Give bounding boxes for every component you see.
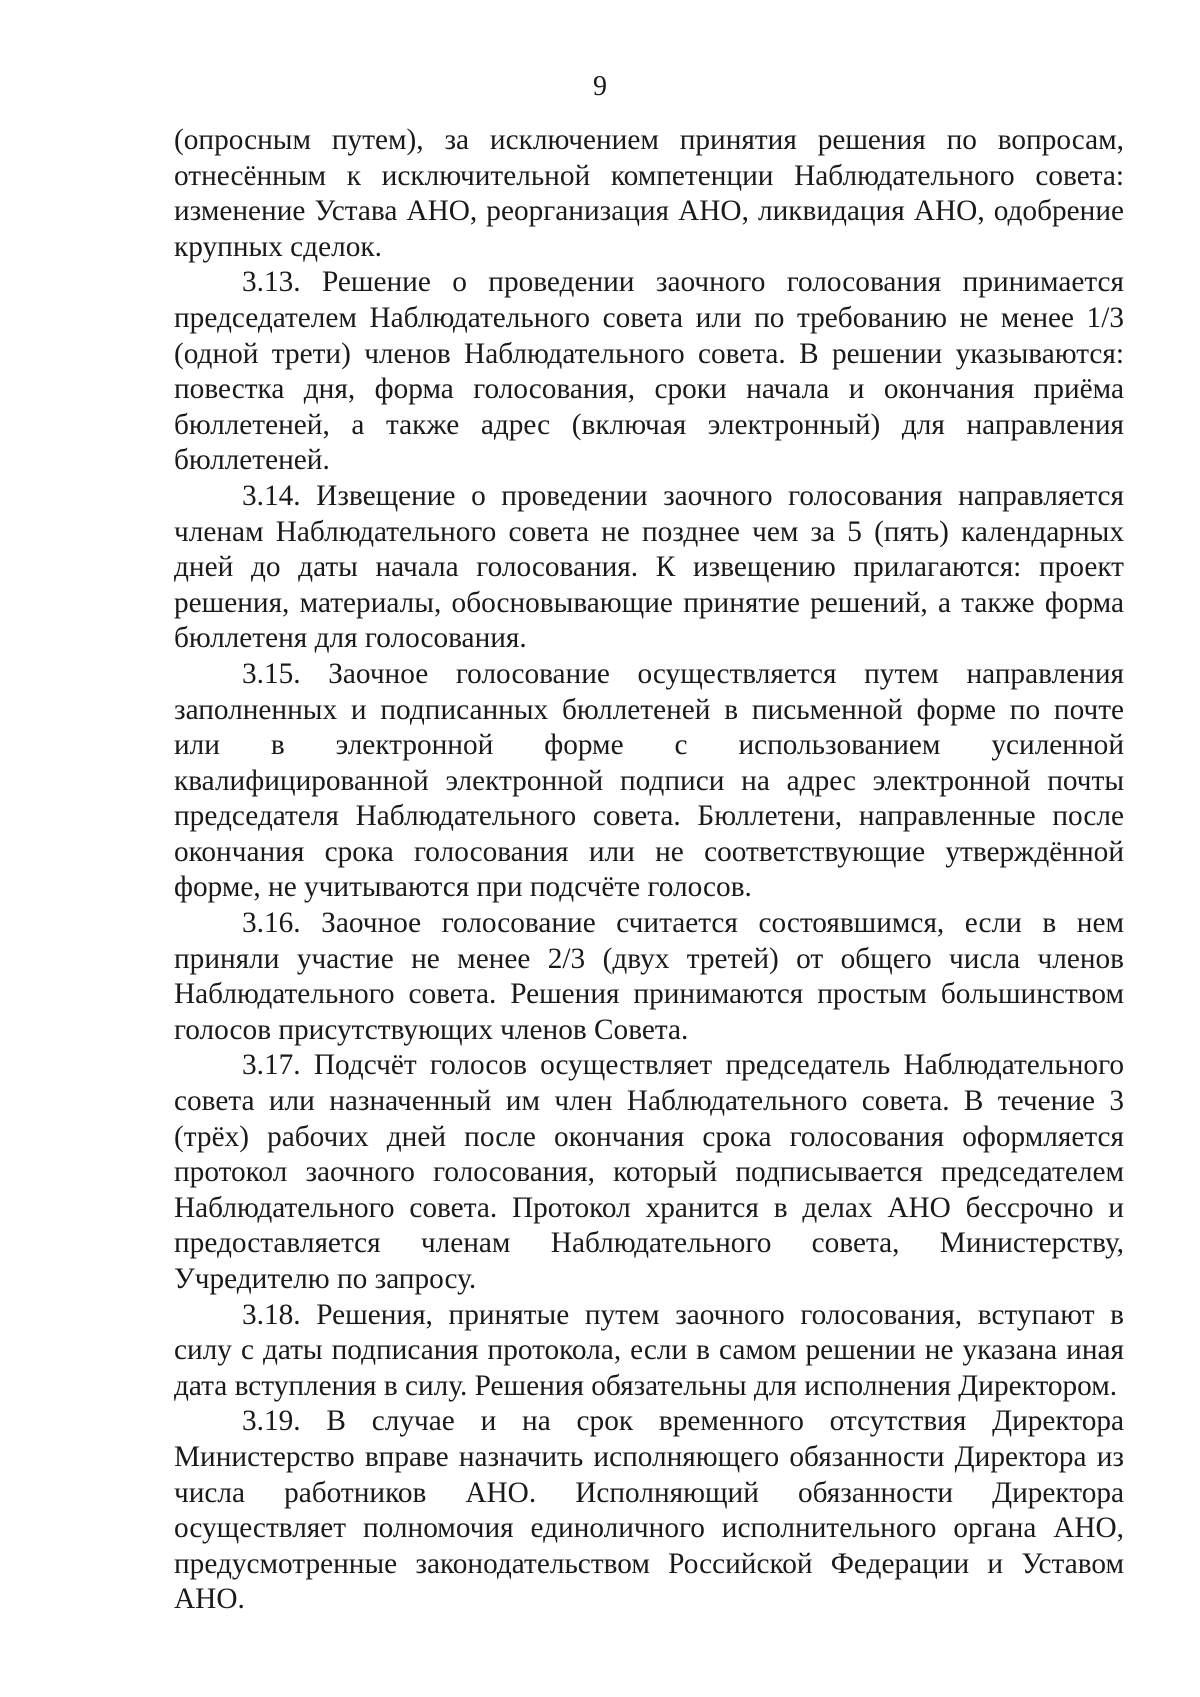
- paragraph-3-13: 3.13. Решение о проведении заочного голосования принимается председателем Наблюдательного совета или по требованию не менее 1/3 (одной трети) членов Наблюдательного совета. В решении указываются: повестка дня, форма голосования, сроки начала и окончания приёма бюллетеней, а также адрес (включая электронный) для направления бюллетеней.: [174, 266, 1124, 477]
- document-body: [174, 123, 1124, 1618]
- paragraph-continuation: (опросным путем), за исключением принятия решения по вопросам, отнесённым к исключительной компетенции Наблюдательного совета: изменение Устава АНО, реорганизация АНО, ликвидация АНО, одобрение крупных сделок.: [174, 124, 1124, 263]
- paragraph-3-17: 3.17. Подсчёт голосов осуществляет председатель Наблюдательного совета или назначенный им член Наблюдательного совета. В течение 3 (трёх) рабочих дней после окончания срока голосования оформляется протокол заочного голосования, который подписывается председателем Наблюдательного совета. Протокол хранится в делах АНО бессрочно и предоставляется членам Наблюдательного совета, Министерству, Учредителю по запросу.: [174, 1049, 1124, 1295]
- paragraph-3-15: 3.15. Заочное голосование осуществляется путем направления заполненных и подписанных бюллетеней в письменной форме по почте или в электронной форме с использованием усиленной квалифицированной электронной подписи на адрес электронной почты председателя Наблюдательного совета. Бюллетени, направленные после окончания срока голосования или не соответствующие утверждённой форме, не учитываются при подсчёте голосов.: [174, 657, 1124, 904]
- paragraph-3-14: 3.14. Извещение о проведении заочного голосования направляется членам Наблюдательного совета не позднее чем за 5 (пять) календарных дней до даты начала голосования. К извещению прилагаются: проект решения, материалы, обосновывающие принятие решений, а также форма бюллетеня для голосования.: [174, 479, 1124, 655]
- paragraph-3-19: 3.19. В случае и на срок временного отсутствия Директора Министерство вправе назначить исполняющего обязанности Директора из числа работников АНО. Исполняющий обязанности Директора осуществляет полномочия единоличного исполнительного органа АНО, предусмотренные законодательством Российской Федерации и Уставом АНО.: [174, 1405, 1124, 1616]
- page-number: 9: [593, 71, 607, 102]
- paragraph-3-18: 3.18. Решения, принятые путем заочного голосования, вступают в силу с даты подписания протокола, если в самом решении не указана иная дата вступления в силу. Решения обязательны для исполнения Директором.: [174, 1298, 1124, 1402]
- paragraph-3-16: 3.16. Заочное голосование считается состоявшимся, если в нем приняли участие не менее 2/3 (двух третей) от общего числа членов Наблюдательного совета. Решения принимаются простым большинством голосов присутствующих членов Совета.: [174, 907, 1124, 1046]
